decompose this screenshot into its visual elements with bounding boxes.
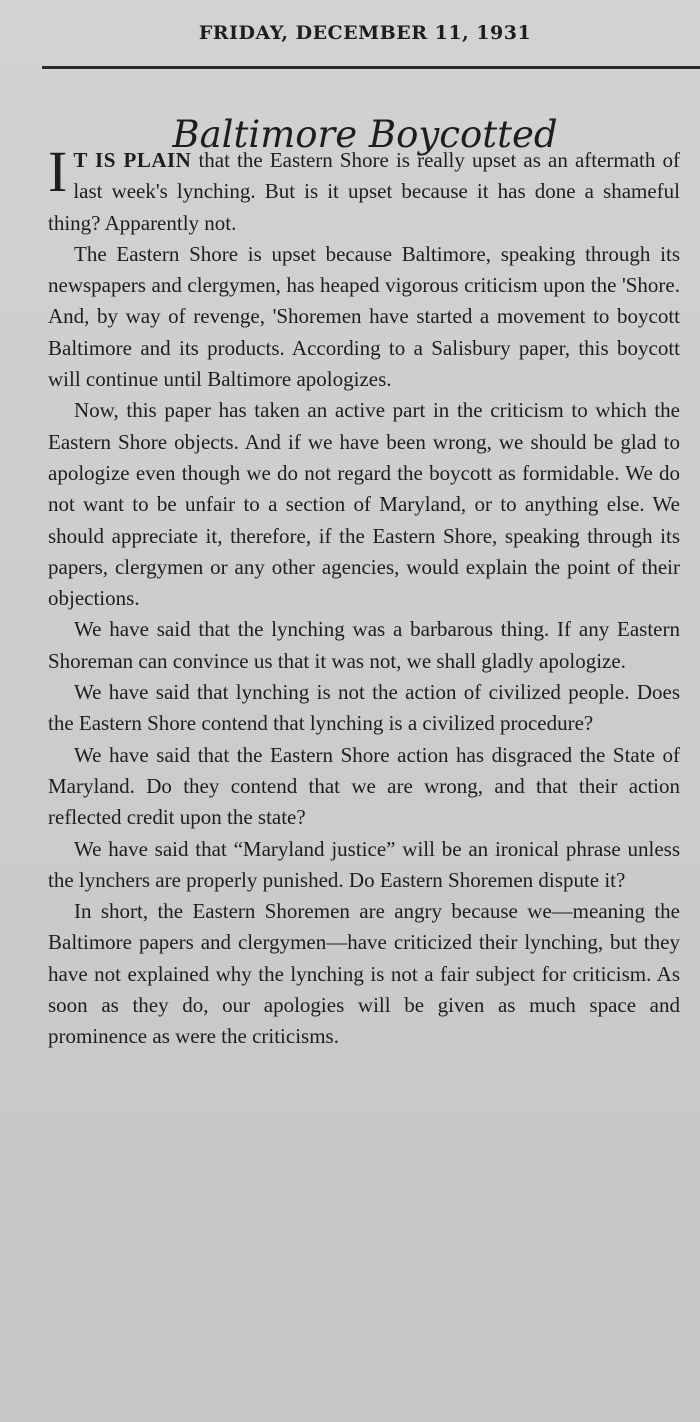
header-rule: [42, 66, 700, 69]
paragraph-1-text: that the Eastern Shore is really upset as an aftermath of last week's lynching. But is it upset because it has done a shameful thing? Apparently not.: [48, 148, 680, 235]
article-body: [48, 139, 680, 1053]
drop-cap: I: [48, 139, 68, 204]
lead-in: T IS PLAIN: [73, 148, 192, 172]
paragraph-2: The Eastern Shore is upset because Baltimore, speaking through its newspapers and clergymen, has heaped vigorous criticism upon the 'Shore. And, by way of revenge, 'Shoremen have started a movement to boycott Baltimore and its products. According to a Salisbury paper, this boycott will continue until Baltimore apologizes.: [48, 241, 680, 392]
paragraph-5: We have said that lynching is not the action of civilized people. Does the Eastern Shore contend that lynching is a civilized procedure?: [48, 680, 680, 736]
paragraph-3: Now, this paper has taken an active part in the criticism to which the Eastern Shore objects. And if we have been wrong, we should be glad to apologize even though we do not regard the boycott as formidable. We do not want to be unfair to a section of Maryland, or to anything else. We should appreciate it, therefore, if the Eastern Shore, speaking through its papers, clergymen or any other agencies, would explain the point of their objections.: [48, 398, 680, 611]
paragraph-1: [48, 139, 680, 239]
paragraph-7: We have said that “Maryland justice” will be an ironical phrase unless the lynchers are properly punished. Do Eastern Shoremen dispute it?: [48, 836, 680, 892]
paragraph-6: We have said that the Eastern Shore action has disgraced the State of Maryland. Do they contend that we are wrong, and that their action reflected credit upon the state?: [48, 742, 680, 830]
paragraph-4: We have said that the lynching was a barbarous thing. If any Eastern Shoreman can convince us that it was not, we shall gladly apologize.: [48, 617, 680, 673]
dateline: FRIDAY, DECEMBER 11, 1931: [198, 22, 532, 44]
paragraph-8: In short, the Eastern Shoremen are angry because we—meaning the Baltimore papers and clergymen—have criticized their lynching, but they have not explained why the lynching is not a fair subject for criticism. As soon as they do, our apologies will be given as much space and prominence as were the criticisms.: [48, 899, 680, 1049]
headline: Baltimore Boycotted: [172, 112, 558, 156]
